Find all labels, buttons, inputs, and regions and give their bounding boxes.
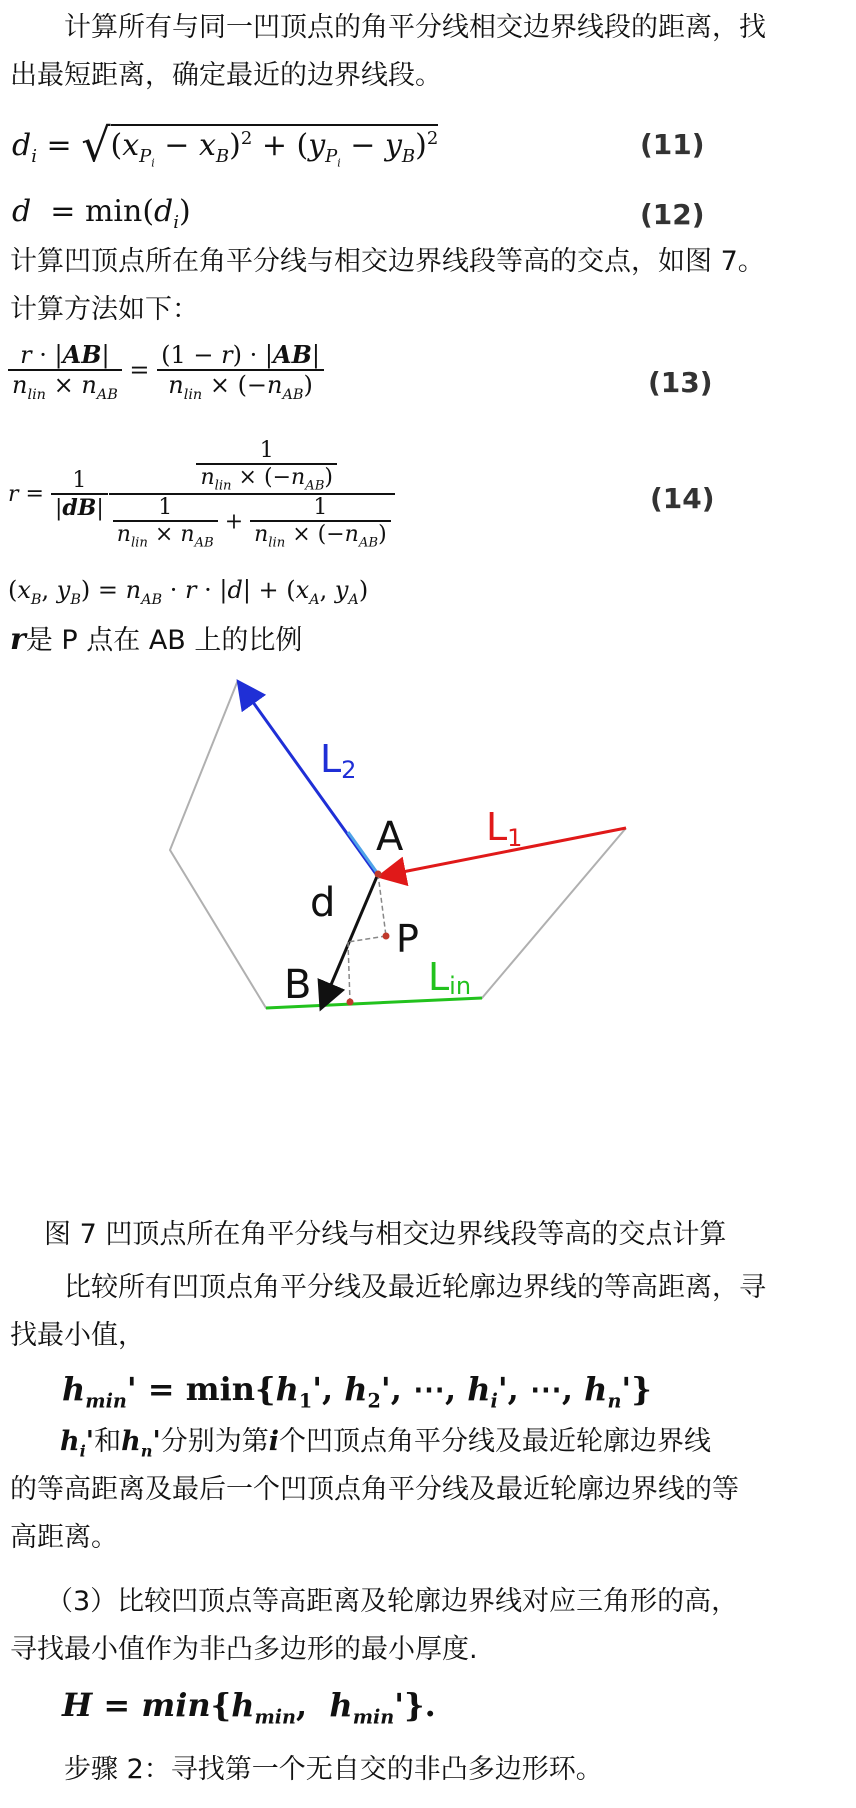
r-symbol: r: [10, 622, 26, 657]
i-symbol: i: [268, 1426, 280, 1457]
equation-H: $H = \min\{h_{min}$, $h_{min}'$}.: [62, 1686, 436, 1729]
figure-7: [160, 672, 680, 1012]
para3-line2: 找最小值，: [10, 1320, 145, 1351]
equation-xb: ($x_B$, $y_B) = n_{AB} \cdot r \cdot |d| + (x_A$, $y_A$): [8, 576, 369, 608]
hn-symbol: $h_n'$: [121, 1426, 161, 1461]
equation-11-number: (11): [640, 128, 705, 161]
guide-vertical: [348, 942, 350, 1002]
label-l2: L2: [320, 737, 357, 784]
para5-line1: （3）比较凹顶点等高距离及轮廓边界线对应三角形的高，: [46, 1586, 739, 1617]
para1-line2: 出最短距离，确定最近的边界线段。: [10, 60, 442, 91]
para4-line1: [10, 1420, 846, 1473]
guide-p-horizontal: [348, 936, 386, 942]
equation-12: $d = \min(d_i)$: [12, 194, 191, 233]
equation-14: r = $\frac{1}{|dB|}$ $\frac{1}{n_{lin} \times (-n_{AB})}$ $\frac{1}{n_{lin} \times n_{AB}}$ + $\frac{1}{n_{lin} \times (-n_{AB})}$: [8, 438, 395, 551]
para6: 步骤 2：寻找第一个无自交的非凸多边形环。: [64, 1754, 603, 1785]
para3-line1: 比较所有凹顶点角平分线及最近轮廓边界线的等高距离，寻: [64, 1272, 766, 1303]
para1-line1: 计算所有与同一凹顶点的角平分线相交边界线段的距离，找: [64, 12, 766, 43]
hi-symbol: $h_i'$: [60, 1426, 95, 1461]
para4-rest: 分别为第: [160, 1426, 269, 1457]
point-a: [375, 871, 382, 878]
label-b: B: [284, 962, 312, 1008]
equation-12-number: (12): [640, 198, 705, 231]
label-a: A: [376, 814, 404, 860]
equation-13: $\frac{r \cdot |AB|}{n_{lin} \times n_{AB}}$ = $\frac{(1 - r) \cdot |AB|}{n_{lin} \times (-n_{AB})}$: [8, 340, 324, 403]
label-p: P: [396, 917, 419, 961]
para4-and: 和: [94, 1426, 122, 1457]
para2-line2: 计算方法如下：: [10, 294, 199, 325]
para4-end: 个凹顶点角平分线及最近轮廓边界线: [279, 1426, 712, 1457]
para5-line2: 寻找最小值作为非凸多边形的最小厚度.: [10, 1634, 478, 1665]
para4-line2: 的等高距离及最后一个凹顶点角平分线及最近轮廓边界线的等: [10, 1474, 739, 1505]
label-l1: L1: [486, 805, 523, 852]
l2-short-segment: [348, 832, 378, 874]
equation-hmin: $h_{min}' = \min\{h_1'$, $h_2'$, ⋯, $h_i'$, ⋯, $h_n'$}: [62, 1370, 652, 1413]
ratio-note: [10, 618, 846, 663]
figure-caption: 图 7 凹顶点所在角平分线与相交边界线段等高的交点计算: [44, 1219, 727, 1250]
para4-line3: 高距离。: [10, 1522, 118, 1553]
point-p: [383, 933, 390, 940]
label-lin: Lin: [428, 955, 472, 1000]
para2-line1: 计算凹顶点所在角平分线与相交边界线段等高的交点，如图 7。: [10, 246, 765, 277]
point-base: [347, 999, 354, 1006]
equation-13-number: (13): [648, 366, 713, 399]
label-d: d: [310, 880, 336, 926]
equation-11: $d_i = √(x_{P_i} - x_B)^2 + (y_{P_i} - y_B)^2$: [12, 118, 439, 172]
ratio-note-text: 是 P 点在 AB 上的比例: [25, 625, 303, 656]
guide-ap: [378, 874, 386, 936]
equation-14-number: (14): [650, 482, 715, 515]
